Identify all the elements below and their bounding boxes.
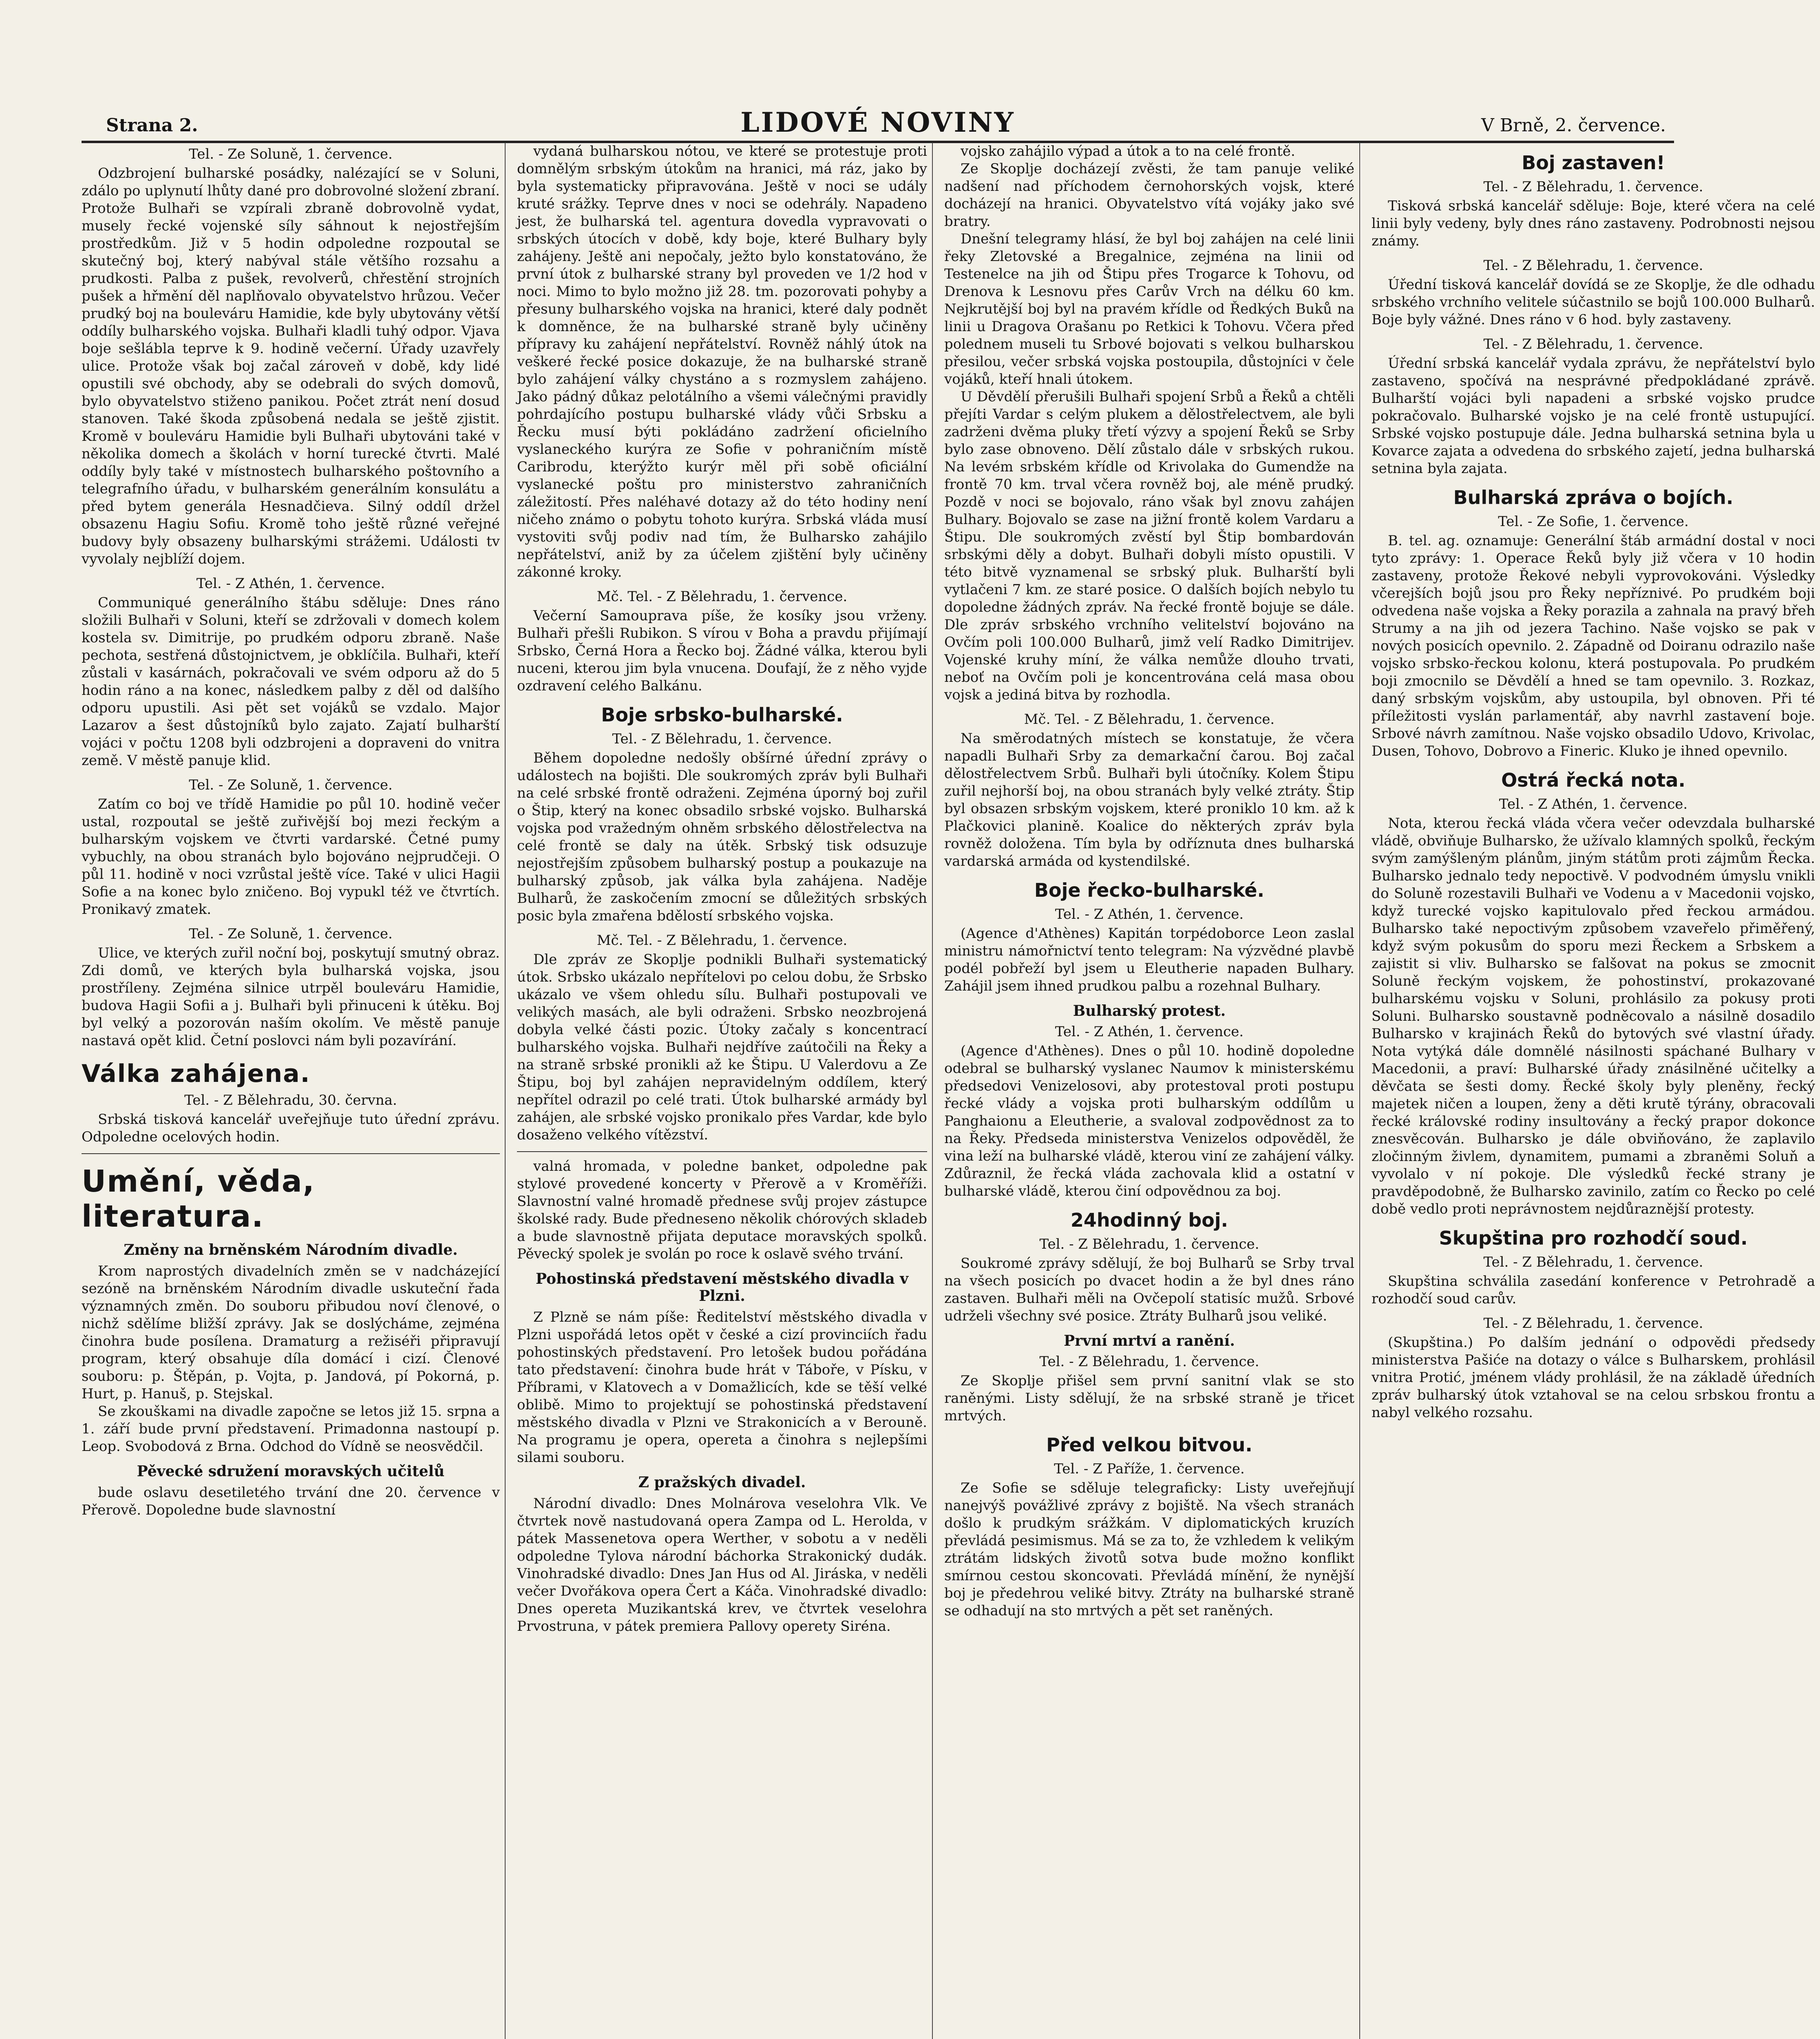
article-war-started [82,1059,500,1146]
dateline: Tel. - Z Bělehradu, 1. července. [1483,336,1703,352]
article-belgrade-9 [1372,1315,1815,1422]
article-text: bude oslavu desetiletého trvání dne 20. července v Přerově. Dopoledne bude slavnostní [82,1484,500,1518]
section-heading-serbo-bulgarian: Boje srbsko-bulharské. [601,704,843,726]
section-heading-fight-stopped: Boj zastaven! [1522,152,1665,174]
dateline: Tel. - Z Bělehradu, 1. července. [1483,179,1703,195]
column-4 [1372,143,1820,2039]
article-athens-1 [82,575,500,770]
article-belgrade-4 [944,1236,1354,1325]
page-number: Strana 2. [106,115,198,136]
article-text: valná hromada, v poledne banket, odpoledne pak stylové provedené koncerty v Přerově a v Kroměříži. Slavnostní valné hromadě přednese svůj projev zástupce školské rady. Bude předneseno několik chórových skladeb a bude slavnostně přijata deputace moravských spolků. Pěvecký spolek je svolán po roce k oslavě svého trvání. [517,1158,927,1262]
article-soluň-2 [82,777,500,918]
article-text: Ze Skoplje docházejí zvěsti, že tam panuje veliké nadšení nad příchodem černohorských vojsk, které docházejí na hranici. Obyvatelstvo vítá vojáky jako své bratry. [944,161,1354,230]
article-brno-theatre [82,1241,500,1455]
article-text: Úřední tisková kancelář dovídá se ze Skoplje, že dle odhadu srbského vrchního velitele súčastnilo se bojů 100.000 Bulharů. Boje byly vážné. Dnes ráno v 6 hod. byly zastaveny. [1372,276,1815,328]
dateline: Tel. - Ze Sofie, 1. července. [1498,513,1689,530]
article-belgrade-5 [1372,179,1815,250]
newspaper-title: LIDOVÉ NOVINY [740,106,1015,138]
article-prague-theatres [517,1474,927,1635]
article-text: Srbská tisková kancelář uveřejňuje tuto úřední zprávu. Odpoledne ocelových hodin. [82,1111,500,1145]
article-text: Během dopoledne nedošly obšírné úřední zprávy o událostech na bojišti. Dle soukromých zpráv byli Bulhaři na celé srbské frontě odraženi. Zejména úporný boj zuřil o Štip, který na konec obsadilo srbské vojsko. Bulharská vojska pod vražedným ohněm srbského dělostřelectva na celé frontě se daly na útěk. Srbský tisk odsuzuje nejostřejším způsobem bulharský postup a poukazuje na bulharský způsob, jak válka byla zahájena. Naděje Bulharů, že zaskočením zmocní se důležitých srbských posic byla zmařena bdělostí srbského vojska. [517,750,927,924]
article-text: Národní divadlo: Dnes Molnárova veselohra Vlk. Ve čtvrtek nově nastudovaná opera Zampa od L. Herolda, v pátek Massenetova opera Werther, v sobotu a v neděli odpoledne Tylova národní báchorka Strakonický dudák. Vinohradské divadlo: Dnes Jan Hus od Al. Jiráska, v neděli večer Dvořákova opera Čert a Káča. Vinohradské divadlo: Dnes opereta Muzikantská krev, ve čtvrtek veselohra Prvostruna, v pátek premiera Pallovy operety Siréna. [517,1495,927,1634]
article-text: vojsko zahájilo výpad a útok a to na celé frontě. [961,143,1295,159]
article-paris [944,1461,1354,1620]
article-text: Dle zpráv ze Skoplje podnikli Bulhaři systematický útok. Srbsko ukázalo nepřítelovi po celou dobu, že Srbsko ukázalo ve všem ohledu sílu. Bulhaři postupovali ve velikých masách, ale byli odraženi. Srbsko neozbrojená dobyla velké části pozic. Útoky začaly s koncentrací bulharského vojska. Bulhaři nejdříve zaútočili na Řeky a na straně srbské pronikli až ke Štipu. U Valerdovu a Ze Štipu, boj byl zahájen nepravidelným oddílem, který nepřítel odrazil po celé trati. Útok bulharské armády byl zahájen, ale srbské vojsko pronikalo přes Vardar, kde bylo dosaženo velkého vítězství. [517,951,927,1143]
article-soluň-1 [82,146,500,568]
article-headline: První mrtví a ranění. [1064,1332,1235,1349]
article-headline: Změny na brněnském Národním divadle. [124,1241,458,1258]
article-text: Na směrodatných místech se konstatuje, že včera napadli Bulhaři Srby za demarkační čarou. Boj začal dělostřelectvem Srbů. Bulhaři byli útočníky. Kolem Štipu zuřil nejhorší boj, na obou stranách byly velké ztráty. Štip byl obsazen srbským vojskem, které proniklo 10 km. až k Plačkovici planině. Koalice do některých zpráv byla rovněž doložena. Tím byla by odříznuta dnes bulharská vardarská armáda od kystendilské. [944,730,1354,869]
dateline: Tel. - Z Athén, 1. července. [1055,906,1244,922]
article-text: vydaná bulharskou nótou, ve které se protestuje proti domnělým srbským útokům na hranici, má ráz, jako by byla systematicky připravována. Ještě v noci se udály kruté srážky. Teprve dnes v noci se odehrály. Napadeno jest, že bulharská tel. agentura dovedla vypravovati o srbských útocích v době, kdy boje, které Bulhary byly zahájeny. Ještě ani nepočaly, ježto bylo konstatováno, že první útok z bulharské strany byl proveden ve 1/2 hod v noci. Mimo to bylo možno již 28. tm. pozorovati pohyby a přesuny bulharského vojska na hranici, které daly podnět k domněnce, že na bulharské straně byly učiněny přípravy ku zahájení nepřátelství. Rovněž náhlý útok na veškeré řecké posice dokazuje, že na bulharské straně bylo zahájení války chystáno a s rozmyslem zahájeno. Jako pádný důkaz pelotálního a všemi válečnými pravidly pohrdajícího postupu bulharské vlády vůči Srbsku a Řecku musí býti pokládáno zadržení oficielního vyslaneckého kurýra ze Sofie v pohraničním místě Caribrodu, kterýžto kurýr měl při sobě oficiální vyslanecké poštu pro ministerstvo zahraničních záležitostí. Přes naléhavé dotazy až do této hodiny není ničeho známo o pobytu tohoto kurýra. Srbská vláda musí vystoviti svůj podiv nad tím, že Bulharsko zahájilo nepřátelství, aniž by za účelem zjištění byly učiněny zákonné kroky. [517,143,927,580]
section-heading-culture: Umění, věda, literatura. [82,1164,315,1234]
dateline: Tel. - Z Bělehradu, 1. července. [1039,1236,1259,1252]
dateline: Mč. Tel. - Z Bělehradu, 1. července. [1024,711,1275,728]
section-heading-skupstina: Skupština pro rozhodčí soud. [1439,1227,1748,1249]
section-heading-before-battle: Před velkou bitvou. [1046,1434,1252,1456]
dateline: Tel. - Ze Soluně, 1. července. [189,926,393,942]
article-choir-continued [517,1158,927,1263]
article-samouprava [517,588,927,695]
section-heading-24h-battle: 24hodinný boj. [1070,1209,1228,1231]
article-front-reports [944,143,1354,704]
dateline: Tel. - Z Athén, 1. července. [1499,796,1688,812]
article-headline: Pěvecké sdružení moravských učitelů [137,1463,445,1480]
dateline: Tel. - Z Bělehradu, 1. července. [1483,1315,1703,1331]
masthead [82,104,1674,143]
article-bulgarian-protest [944,1002,1354,1200]
article-soluň-3 [82,926,500,1050]
article-text: Úřední srbská kancelář vydala zprávu, že nepřátelství bylo zastaveno, spočívá na nesprávné předpokládané zprávě. Bulharští vojáci byli napadeni a srbské vojsko prudce pokračovalo. Bulharské vojsko je na celé frontě ustupující. Srbské vojsko postupuje dále. Jedna bulharská setnina byla u Kovarce zajata a odvedena do srbského zajetí, jedna bulharská setnina byla zajata. [1372,355,1815,477]
dateline: Tel. - Z Athén, 1. července. [1055,1024,1244,1040]
divider [517,1151,927,1152]
article-headline: Z pražských divadel. [638,1474,806,1491]
article-belgrade-2 [517,932,927,1144]
article-text: Soukromé zprávy sdělují, že boj Bulharů se Srby trval na všech posicích po dvacet hodin a že byl dnes ráno zastaven. Bulhaři měli na Ovčepolí statisíc mužů. Srbové udrželi všechny své posice. Ztráty Bulharů jsou veliké. [944,1255,1354,1324]
article-teachers-choir [82,1463,500,1519]
column-3 [944,143,1360,2039]
columns [82,143,1815,2039]
article-text: (Skupština.) Po dalším jednání o odpovědi předsedy ministerstva Pašiće na dotazy o válce s Bulharskem, prohlásil vnitra Protić, jménem vlády prohlásil, že na základě úředních zpráv bulharský útok vztahoval se na celou srbskou frontu a nabyl velkého rozsahu. [1372,1334,1815,1421]
dateline: Tel. - Z Paříže, 1. července. [1054,1461,1245,1477]
article-text: Krom naprostých divadelních změn se v nadcházející sezóně na brněnském Národním divadle uskuteční řada významných změn. Do souboru přibudou noví členové, o nichž sdělíme bližší zprávy. Jak se doslýcháme, zejména činohra bude posílena. Dramaturg a režiséři připravují program, který obsahuje díla domácí i cizí. Členové souboru: p. Štěpán, p. Vojta, p. Jandová, pí Pokorná, p. Hurt, p. Hanuš, p. Stejskal. [82,1263,500,1402]
article-text: Se zkouškami na divadle započne se letos již 15. srpna a 1. září bude první představení. Primadonna nastoupí p. Leop. Svobodová z Brna. Odchod do Vídně se neosvědčil. [82,1403,500,1455]
article-text: B. tel. ag. oznamuje: Generální štáb armádní dostal v noci tyto zprávy: 1. Operace Řeků byly již včera v 10 hodin zastaveny, protože Řekové nebyli vyprovokováni. Výsledky včerejších bojů jsou pro Řeky nepříznivé. Po prudkém boji odvedena naše vojska a Řeky porazila a zahnala na pravý břeh Strumy a na jih od jezera Tachino. Naše vojsko se pak v nových posicích opevnilo. 2. Západně od Doiranu odrazilo naše vojsko srbsko-řeckou kolonu, která postupovala. Po prudkém boji zmocnilo se Děvdělí a hned se tam opevnilo. 3. Rozkaz, daný srbským vojskům, aby ustoupila, byl obnoven. Při té příležitosti vyslán parlamentář, aby navrhl zastavení boje. Srbové návrh zamítnou. Naše vojsko obsadilo Udovo, Krivolac, Dusen, Tohovo, Dobrovo a Fineric. Kluko je ihned opevnilo. [1372,533,1815,759]
article-belgrade-3 [944,711,1354,870]
article-text: Večerní Samouprava píše, že kosíky jsou vrženy. Bulhaři přešli Rubikon. S vírou v Boha a pravdu přijímají Srbsko, Černá Hora a Řecko boj. Žádné válka, kterou byli nuceni, kterou jim byla vnucena. Doufají, že z něho vyjde ozdravení celého Balkánu. [517,608,927,694]
article-text: (Agence d'Athènes). Dnes o půl 10. hodině dopoledne odebral se bulharský vyslanec Naumov k ministerskému předsedovi Venizelosovi, aby protestoval proti postupu řecké vlády a vojska proti bulharským oddílům u Panghaionu a Eleutherie, a svaloval zodpovědnost za to na Řeky. Předseda ministerstva Venizelos odpověděl, že vina leží na bulharské vládě, kterou viní ze zahájení války. Zdůraznil, že řecká vláda zachovala klid a ostatní v bulharské vládě, kterou činí odpovědnou za boj. [944,1043,1354,1199]
article-headline: Válka zahájena. [82,1059,311,1088]
article-text: Skupština schválila zasedání konference v Petrohradě a rozhodčí soud carův. [1372,1273,1815,1307]
article-text: Ze Sofie se sděluje telegraficky: Listy uveřejňují nanejvýš povážlivé zprávy z bojiště. Na všech stranách došlo k prudkým srážkám. V diplomatických kruzích převládá pesimismus. Má se za to, že vzhledem k velikým ztrátám lidských životů sotva bude možno konflikt smírnou cestou skoncovati. Převládá mínění, že nynější boj je předehrou veliké bitvy. Ztráty na bulharské straně se odhadují na sto mrtvých a pět set raněných. [944,1480,1354,1619]
article-headline: Bulharský protest. [1073,1002,1226,1020]
dateline: Mč. Tel. - Z Bělehradu, 1. července. [596,588,848,605]
article-text: Odzbrojení bulharské posádky, nalézající se v Soluni, zdálo po uplynutí lhůty dané pro dobrovolné složení zbraní. Protože Bulhaři se vzpírali zbraně dobrovolně vydat, musely řecké vojenské síly sáhnout k nejostřejším prostředkům. Již v 5 hodin odpoledne rozpoutal se skutečný boj, který nabýval stále většího rozsahu a prudkosti. Palba z pušek, revolverů, chřestění strojních pušek a hřmění děl naplňovalo obyvatelstvo hrůzou. Večer prudký boj na bouleváru Hamidie, kde byly ubytovány větší oddíly bulharského vojska. Bulhaři kladli tuhý odpor. Vjava boje sešlábla teprve k 9. hodině večerní. Úřady uzavřely ulice. Protože však boj začal zároveň v době, kdy lidé opustili své obchody, aby se odebrali do svých domovů, bylo obyvatelstvo stiženo panikou. Počet ztrát není dosud stanoven. Také škoda způsobená nedala se ještě zjistit. Kromě v bouleváru Hamidie byli Bulhaři ubytováni také v několika domech a školách v horní turecké čtvrti. Malé oddíly byly také v místnostech bulharského poštovního a telegrafního úřadu, v bulharském generálním konsulátu a před bytem generála Hesnadčieva. Silný oddíl držel obsazenu Hagiu Sofiu. Kromě toho ještě různé veřejné budovy byly obsazeny bulharskými strážemi. Události tv vyvolaly nejblíží dojem. [82,165,500,567]
article-text: Dnešní telegramy hlásí, že byl boj zahájen na celé linii řeky Zletovské a Bregalnice, zejména na linii od Testenelce na jih od Štipu přes Trogarce k Tohovu, od Drenova k Lesnovu přes Carův Vrch na délku 60 km. Nejkrutější boj byl na pravém křídle od Ředkých Buků na linii u Dragova Orašanu po Retkici k Tohovu. Včera před polednem museli tu Srbové bojovati s velkou bulharskou přesilou, večer srbská vojska postoupila, důstojníci v čele vojáků, kteří hnali útokem. [944,231,1354,387]
article-serbian-note [517,143,927,581]
article-belgrade-6 [1372,257,1815,329]
dateline: Tel. - Z Bělehradu, 1. července. [1483,257,1703,274]
dateline: Tel. - Ze Soluně, 1. července. [189,777,393,793]
dateline: Mč. Tel. - Z Bělehradu, 1. července. [596,932,848,949]
article-text: Z Plzně se nám píše: Ředitelství městského divadla v Plzni uspořádá letos opět v české a cizí provinciích řadu pohostinských představení. Pro letošek budou pořádána tato představení: činohra bude hrát v Táboře, v Písku, v Příbrami, v Klatovech a v Domažlicích, kde se těší velké oblibě. Mimo to projektují se pohostinská představení městského divadla v Plzni ve Strakonicích a v Berouně. Na programu je opera, opereta a činohra s nejlepšími silami souboru. [517,1309,927,1466]
article-sofia [1372,513,1815,760]
article-belgrade-8 [1372,1254,1815,1308]
dateline: Tel. - Z Athén, 1. července. [196,575,385,592]
article-first-casualties [944,1332,1354,1425]
dateline: Tel. - Z Bělehradu, 1. července. [1483,1254,1703,1270]
article-athens-3 [1372,796,1815,1218]
article-text: Zatím co boj ve třídě Hamidie po půl 10. hodině večer ustal, rozpoutal se ještě zuřivější boj mezi řeckým a bulharským vojskem ve čtvrti vardarské. Četné pumy vybuchly, na obou stranách bylo bojováno nejprudčeji. O půl 11. hodině v noci vzrůstal ještě více. Také v ulici Hagii Sofie a na konec bylo zničeno. Boj vypukl též ve čtvrtích. Pronikavý zmatek. [82,796,500,918]
section-heading-bulgarian-report: Bulharská zpráva o bojích. [1453,487,1734,509]
article-text: U Děvdělí přerušili Bulhaři spojení Srbů a Řeků a chtěli přejíti Vardar s celým plukem a dělostřelectvem, ale byli zadrženi dvěma pluky třetí výzvy a spojení Řeků se Srby bylo zase obnoveno. Dělí zůstalo dále v srbských rukou. Na levém srbském křídle od Krivolaka do Gumendže na frontě 70 km. trval včera rovněž boj, ale méně prudký. Pozdě v noci se bojovalo, ráno však byl znovu zahájen Bulhary. Bojovalo se zase na jižní frontě kolem Vardaru a Štipu. Dle soukromých zvěstí byl Štip bombardován srbskými děly a dobyt. Bulhaři dobyli místo opustili. V této bitvě vyznamenal se srbský pluk. Bulharští byli vytlačeni 7 km. ze staré posice. O dalších bojích nebylo tu dopoledne žádných zpráv. Na řecké frontě bojuje se dále. Dle zpráv srbského vrchního velitelství bojováno na Ovčím poli 100.000 Bulharů, jimž velí Radko Dimitrijev. Vojenské kruhy míní, že válka nemůže dlouho trvati, neboť na Ovčím poli je koncentrována celá masa obou vojsk a jediná bitva by rozhodla. [944,389,1354,703]
section-heading-greco-bulgarian: Boje řecko-bulharské. [1034,879,1265,901]
article-text: Nota, kterou řecká vláda včera večer odevzdala bulharské vládě, obviňuje Bulharsko, že užívalo klamných spolků, řeckým svým zamýšleným plánům, jiným státům proti zájmům Řecka. Bulharsko jednalo tedy nepoctivě. V podvodném úmyslu vnikli do Soluně rozestavili Bulhaři ve Vodenu a v Macedonii vojsko, když turecké vojsko kapitulovalo před řeckou armádou. Bulharsko také nepoctivým způsobem vzaveřelo přiměřený, když svým pokusům do sporu mezi Řeckem a Srbskem a zajistit si vliv. Bulharsko se falšovat na pokus se zmocnit Soluně řeckým vojskem, že pohostinství, prokazované bulharskému vojsku v Soluni, prohlásilo za pokusy proti Soluni. Bulharsko soustavně podněcovalo a násilně dosadilo Bulharsko v krajinách Řeků do bytových své vlastní úřady. Nota vytýká dále domnělé násilnosti spáchané Bulhary v Macedonii, a praví: Bulharské úřady znásilněné učitelky a děvčata se šesti domy. Řecké školy byly pleněny, řecký majetek ničen a loupen, ženy a děti krutě týrány, obracovali řecké královské rodiny insultovány a řecký prapor dokonce znesvěcován. Bulharsko je dále obviňováno, že zaplavilo zločinným živlem, dynamitem, pumami a zbraněmi Soluň a vyvolalo v ní pokoje. Dle výsledků řecké strany je pravděpodobně, že Bulharsko zavinilo, zatím co Řecko po celé době vedlo proti neprávnostem nejdůraznější protesty. [1372,815,1815,1217]
column-2 [517,143,933,2039]
article-text: (Agence d'Athènes) Kapitán torpédoborce Leon zaslal ministru námořnictví tento telegram: Na výzvědné plavbě podél pobřeží byl jsem u Eleutherie napaden Bulhary. Zahájil jsem ihned prudkou palbu a rozehnal Bulhary. [944,925,1354,994]
dateline: Tel. - Z Bělehradu, 1. července. [612,731,832,747]
dateline: Tel. - Z Bělehradu, 30. června. [184,1092,397,1108]
issue-date: V Brně, 2. července. [1481,115,1666,136]
article-belgrade-1 [517,731,927,925]
dateline: Tel. - Z Bělehradu, 1. července. [1039,1353,1259,1370]
article-text: Tisková srbská kancelář sděluje: Boje, které včera na celé linii byly vedeny, byly dnes ráno zastaveny. Podrobnosti nejsou známy. [1372,198,1815,249]
article-text: Communiqué generálního štábu sděluje: Dnes ráno složili Bulhaři v Soluni, kteří se zdržovali v domech kolem kostela sv. Dimitrije, po prudkém odporu zbraně. Naše pechota, sestřená důstojnictvem, je obklíčila. Bulhaři, kteří zůstali v kasárnách, pokračovali ve svém odporu až do 5 hodin ráno a na konec, následkem palby z děl od dalšího odporu upustili. Asi pět set vojáků se vzdalo. Major Lazarov a šest důstojníků bylo zajato. Zajatí bulharští vojáci v počtu 1208 byli odzbrojeni a dopraveni do vnitra země. V městě panuje klid. [82,595,500,769]
article-athens-2 [944,906,1354,995]
dateline: Tel. - Ze Soluně, 1. července. [189,146,393,162]
article-belgrade-7 [1372,336,1815,478]
section-heading-greek-note: Ostrá řecká nota. [1501,769,1685,791]
article-plzen-theatre [517,1270,927,1466]
column-1 [82,143,506,2039]
article-text: Ulice, ve kterých zuřil noční boj, poskytují smutný obraz. Zdi domů, ve kterých byla bulharská vojska, jsou prostříleny. Zejména silnice utrpěl bouleváru Hamidie, budova Hagii Sofii a j. Bulhaři byli přinuceni k útěku. Boj byl velký a pozorován naším okolím. Ve městě panuje nastavá opět klid. Četní poslovci nám byli pozavírání. [82,945,500,1049]
divider [82,1153,500,1154]
article-headline: Pohostinská představení městského divadla v Plzni. [535,1270,909,1305]
article-text: Ze Skoplje přišel sem první sanitní vlak se sto raněnými. Listy sdělují, že na srbské straně je třicet mrtvých. [944,1373,1354,1424]
